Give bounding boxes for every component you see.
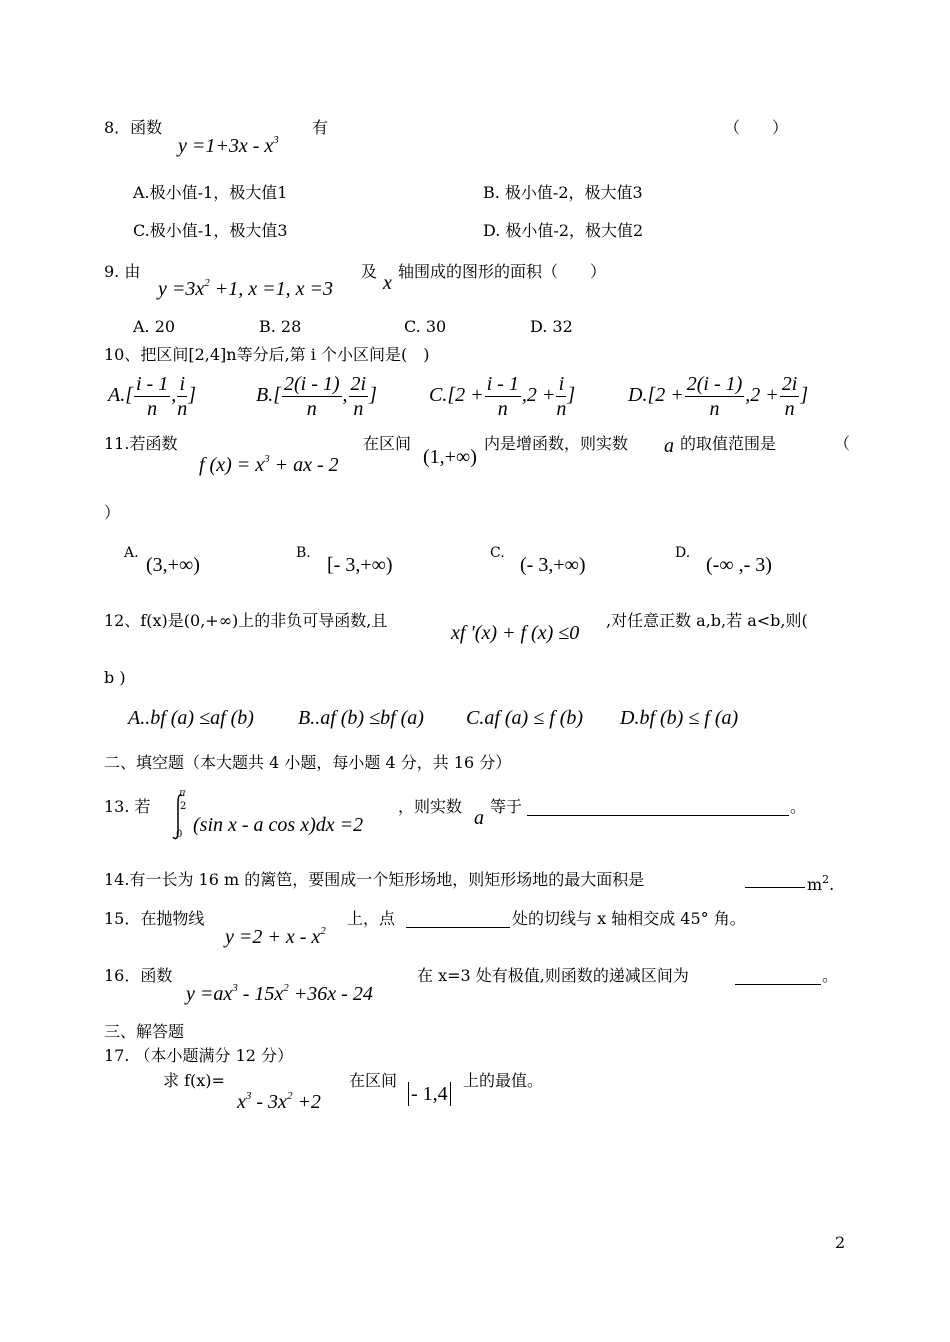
q13-answer-blank[interactable] [527, 815, 789, 816]
q12-formula: xf ′(x) + f (x) ≤0 [451, 622, 580, 644]
q9-option-c: C. 30 [404, 317, 447, 336]
q10-option-a: A.[ $\frac{i - 1}{n}$ , $\frac{i}{n}$ ] [108, 373, 197, 420]
q12-option-a: A..bf (a) ≤af (b) [128, 707, 254, 729]
q9-tail: 轴围成的图形的面积（ ） [398, 262, 607, 281]
q13-formula: (sin x - a cos x)dx =2 [193, 814, 364, 836]
q16-answer-blank[interactable] [735, 984, 821, 985]
q8-stem: 8．函数 [104, 118, 163, 137]
q8-option-c: C.极小值-1，极大值3 [133, 221, 288, 240]
q11-tail: 的取值范围是 [680, 434, 777, 453]
q15-formula: $y =2 + x - x^2$ [225, 925, 326, 948]
q9-formula: $y =3x^2 +1$, x =1, x =3 [158, 277, 333, 300]
q12-stem: 12、f(x)是(0,+∞)上的非负可导函数,且 [104, 611, 388, 630]
page-number: 2 [835, 1233, 846, 1252]
q17-stem: 求 f(x)= [163, 1071, 225, 1090]
section-fill-in-heading: 二、填空题（本大题共 4 小题，每小题 4 分，共 16 分） [104, 753, 512, 772]
q15-tail: 处的切线与 x 轴相交成 45° 角。 [512, 909, 746, 928]
q9-x: x [383, 272, 392, 294]
q8-tail: 有 [312, 118, 329, 137]
q14-text: 14.有一长为 16 m 的篱笆，要围成一个矩形场地，则矩形场地的最大面积是 [104, 870, 645, 889]
q16-formula: $y =ax^3 - 15x^2 +36x - 24$ [186, 982, 373, 1005]
q10-option-c: C.[2 + $\frac{i - 1}{n}$ ,2 + $\frac{i}{n}$ ] [429, 373, 576, 420]
q17-heading: 17. （本小题满分 12 分） [104, 1046, 294, 1065]
q11-label-c: C. [490, 545, 505, 561]
q10-stem: 10、把区间[2,4]n等分后,第 i 个小区间是( ) [104, 345, 430, 364]
q11-interval: (1,+∞) [423, 446, 477, 468]
q11-mid2: 内是增函数，则实数 [484, 434, 629, 453]
q16-stem: 16．函数 [104, 966, 173, 985]
q12-tail: ,对任意正数 a,b,若 a<b,则( [606, 611, 808, 630]
q17-formula: $x^3 - 3x^2 +2$ [237, 1090, 321, 1113]
q8-formula: $y =1+3x - x^3$ [178, 134, 279, 157]
section-solve-heading: 三、解答题 [104, 1022, 185, 1041]
q17-interval: - 1,4 [408, 1082, 451, 1106]
q11-label-d: D. [675, 545, 691, 561]
q15-mid: 上，点 [347, 909, 396, 928]
q8-option-a: A.极小值-1，极大值1 [133, 183, 288, 202]
q11-option-a: (3,+∞) [146, 554, 200, 576]
q8-option-d: D. 极小值-2，极大值2 [483, 221, 644, 240]
q12-option-c: C.af (a) ≤ f (b) [466, 707, 584, 729]
q15-stem: 15．在抛物线 [104, 909, 205, 928]
q15-answer-blank[interactable] [406, 927, 510, 928]
q17-mid: 在区间 [349, 1071, 398, 1090]
q9-option-a: A. 20 [133, 317, 176, 336]
q11-paren-close: ） [104, 503, 121, 522]
q11-option-b: [- 3,+∞) [327, 554, 393, 576]
q9-stem: 9. 由 [104, 262, 141, 281]
q13-end: 。 [790, 797, 807, 816]
q13-upper-limit-den: 2 [180, 801, 187, 812]
q16-mid: 在 x=3 处有极值,则函数的递减区间为 [417, 966, 689, 985]
q11-mid1: 在区间 [363, 434, 412, 453]
q13-upper-limit: π [179, 788, 186, 799]
q11-option-d: (-∞ ,- 3) [706, 554, 772, 576]
q11-formula: f $(x) = x^3$ + ax - 2 [199, 453, 339, 476]
q10-option-b: B.[ $\frac{2(i - 1)}{n}$ , $\frac{2i}{n}$ ] [256, 373, 377, 420]
q12-option-b: B..af (b) ≤bf (a) [298, 707, 424, 729]
q11-stem: 11.若函数 [104, 434, 178, 453]
q11-paren-open: （ [834, 434, 851, 453]
q13-lower-limit: 0 [176, 829, 183, 840]
q16-end: 。 [822, 966, 839, 985]
q10-option-d: D.[2 + $\frac{2(i - 1)}{n}$ ,2 + $\frac{2i}{n}$ ] [628, 373, 809, 420]
q8-option-b: B. 极小值-2，极大值3 [483, 183, 643, 202]
q11-label-b: B. [296, 545, 311, 561]
q13-a: a [474, 807, 484, 829]
q13-tail: 等于 [490, 797, 523, 816]
q9-option-d: D. 32 [530, 317, 573, 336]
q9-option-b: B. 28 [259, 317, 302, 336]
q13-stem: 13. 若 [104, 797, 151, 816]
q11-a: a [664, 435, 674, 457]
q11-option-c: (- 3,+∞) [520, 554, 586, 576]
q14-unit: $m^2$. [807, 873, 835, 894]
q11-label-a: A. [124, 545, 139, 561]
q14-answer-blank[interactable] [745, 887, 805, 888]
q12-continued: b ) [104, 668, 126, 687]
q8-answer-paren: （ ） [724, 118, 789, 137]
q13-mid: ，则实数 [398, 797, 463, 816]
q12-option-d: D.bf (b) ≤ f (a) [620, 707, 739, 729]
q17-tail: 上的最值。 [463, 1071, 544, 1090]
q9-mid: 及 [361, 262, 378, 281]
